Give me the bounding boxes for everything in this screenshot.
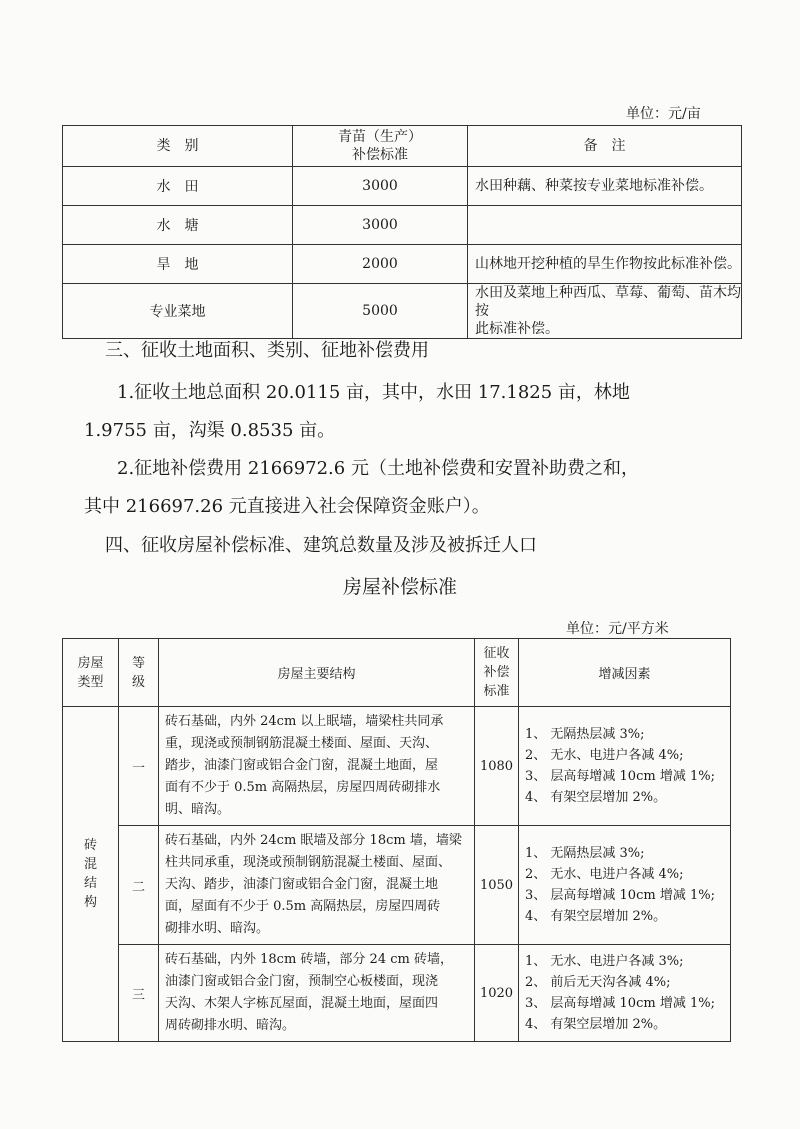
header-std-a: 征收	[483, 646, 510, 661]
header-house-type-a: 房屋	[77, 655, 104, 671]
factor-line: 1、 无水、电进户各减 3%;	[525, 954, 684, 969]
structure-cell	[159, 826, 475, 945]
section3-p2-line1: 2.征地补偿费用 2166972.6 元（土地补偿费和安置补助费之和，	[117, 458, 639, 479]
table-row	[63, 826, 731, 945]
header-standard	[475, 639, 519, 707]
header-std-c: 标准	[483, 684, 510, 699]
table-row	[63, 945, 731, 1042]
row-category: 旱 地	[63, 245, 293, 284]
row-value: 2000	[293, 245, 468, 284]
section3-p2-line2: 其中 216697.26 元直接进入社会保障资金账户）。	[84, 496, 490, 517]
structure-line: 踏步，油漆门窗或铝合金门窗，混凝土地面，屋	[165, 758, 439, 773]
factor-line: 3、 层高每增减 10cm 增减 1%;	[525, 769, 715, 784]
structure-line: 砖石基础，内外 24cm 眠墙及部分 18cm 墙，墙梁	[165, 833, 462, 848]
row-value: 5000	[293, 284, 468, 339]
table-row	[63, 707, 731, 826]
row-category: 水 塘	[63, 206, 293, 245]
header-std-b: 补偿	[483, 665, 510, 680]
row-value: 3000	[293, 167, 468, 206]
row-remark-line2: 此标准补偿。	[475, 321, 559, 337]
factor-line: 4、 有架空层增加 2%。	[525, 1017, 667, 1032]
grade-cell: 一	[119, 707, 159, 826]
house-type-cell	[63, 707, 119, 1042]
structure-line: 砖石基础，内外 18cm 砖墙，部分 24 cm 砖墙，	[165, 952, 453, 967]
section3-p1-line1: 1.征收土地总面积 20.0115 亩，其中，水田 17.1825 亩，林地	[117, 382, 630, 403]
header-standard	[293, 126, 468, 167]
unit-label-2: 单位：元/平方米	[566, 621, 669, 637]
house-type-char: 构	[83, 895, 97, 910]
house-type-char: 砖	[83, 838, 97, 853]
header-category: 类 别	[63, 126, 293, 167]
table-header-row	[63, 639, 731, 707]
factors-cell	[519, 945, 731, 1042]
house-type-char: 混	[83, 857, 97, 872]
standard-cell: 1020	[475, 945, 519, 1042]
header-grade-b: 级	[131, 674, 145, 690]
row-remark	[468, 206, 742, 245]
factor-line: 2、 前后无天沟各减 4%;	[525, 975, 671, 990]
factor-line: 1、 无隔热层减 3%;	[525, 846, 645, 861]
seedling-compensation-table	[62, 125, 742, 339]
structure-line: 面，屋面有不少于 0.5m 高隔热层，房屋四周砖	[165, 899, 441, 914]
structure-line: 砌排水明、暗沟。	[165, 921, 270, 936]
header-house-type	[63, 639, 119, 707]
header-standard-line1: 青苗（生产）	[338, 129, 422, 145]
row-remark: 山林地开挖种植的旱生作物按此标准补偿。	[468, 245, 742, 284]
factor-line: 2、 无水、电进户各减 4%;	[525, 748, 684, 763]
structure-line: 明、暗沟。	[165, 802, 231, 817]
house-type-char: 结	[83, 876, 97, 891]
structure-line: 周砖砌排水明、暗沟。	[165, 1018, 296, 1033]
structure-cell	[159, 707, 475, 826]
table-row	[63, 167, 742, 206]
structure-line: 柱共同承重，现浇或预制钢筋混凝土楼面、屋面、	[165, 855, 452, 870]
table-row	[63, 284, 742, 339]
section3-p1-line2: 1.9755 亩，沟渠 0.8535 亩。	[84, 420, 336, 441]
structure-line: 天沟、木架人字栋瓦屋面，混凝土地面，屋面四	[165, 996, 439, 1011]
standard-cell: 1050	[475, 826, 519, 945]
structure-line: 油漆门窗或铝合金门窗，预制空心板楼面，现浇	[165, 974, 439, 989]
unit-label-1: 单位：元/亩	[626, 106, 701, 122]
header-remark: 备 注	[468, 126, 742, 167]
row-value: 3000	[293, 206, 468, 245]
house-table-title: 房屋补偿标准	[342, 576, 457, 598]
factors-cell	[519, 707, 731, 826]
structure-line: 天沟、踏步，油漆门窗或铝合金门窗，混凝土地	[165, 877, 439, 892]
header-factors: 增减因素	[519, 639, 731, 707]
row-remark: 水田种藕、种菜按专业菜地标准补偿。	[468, 167, 742, 206]
factor-line: 4、 有架空层增加 2%。	[525, 909, 667, 924]
grade-cell: 二	[119, 826, 159, 945]
table-row	[63, 245, 742, 284]
factors-cell	[519, 826, 731, 945]
header-house-type-b: 类型	[77, 674, 104, 690]
row-category: 专业菜地	[63, 284, 293, 339]
section4-heading: 四、征收房屋补偿标准、建筑总数量及涉及被拆迁人口	[105, 535, 537, 556]
row-category: 水 田	[63, 167, 293, 206]
header-grade-a: 等	[131, 655, 145, 671]
header-grade	[119, 639, 159, 707]
table-row	[63, 206, 742, 245]
header-structure: 房屋主要结构	[159, 639, 475, 707]
grade-cell: 三	[119, 945, 159, 1042]
structure-cell	[159, 945, 475, 1042]
structure-line: 面有不少于 0.5m 高隔热层，房屋四周砖砌排水	[165, 780, 441, 795]
row-remark-line1: 水田及菜地上种西瓜、草莓、葡萄、苗木均按	[475, 285, 741, 319]
factor-line: 2、 无水、电进户各减 4%;	[525, 867, 684, 882]
factor-line: 4、 有架空层增加 2%。	[525, 790, 667, 805]
row-remark	[468, 284, 742, 339]
structure-line: 重，现浇或预制钢筋混凝土楼面、屋面、天沟、	[165, 736, 439, 751]
house-compensation-table	[62, 638, 731, 1042]
section3-heading: 三、征收土地面积、类别、征地补偿费用	[105, 340, 429, 361]
factor-line: 3、 层高每增减 10cm 增减 1%;	[525, 996, 715, 1011]
table-header-row	[63, 126, 742, 167]
header-standard-line2: 补偿标准	[352, 147, 408, 163]
factor-line: 1、 无隔热层减 3%;	[525, 727, 645, 742]
factor-line: 3、 层高每增减 10cm 增减 1%;	[525, 888, 715, 903]
standard-cell: 1080	[475, 707, 519, 826]
structure-line: 砖石基础，内外 24cm 以上眠墙，墙梁柱共同承	[165, 714, 444, 729]
